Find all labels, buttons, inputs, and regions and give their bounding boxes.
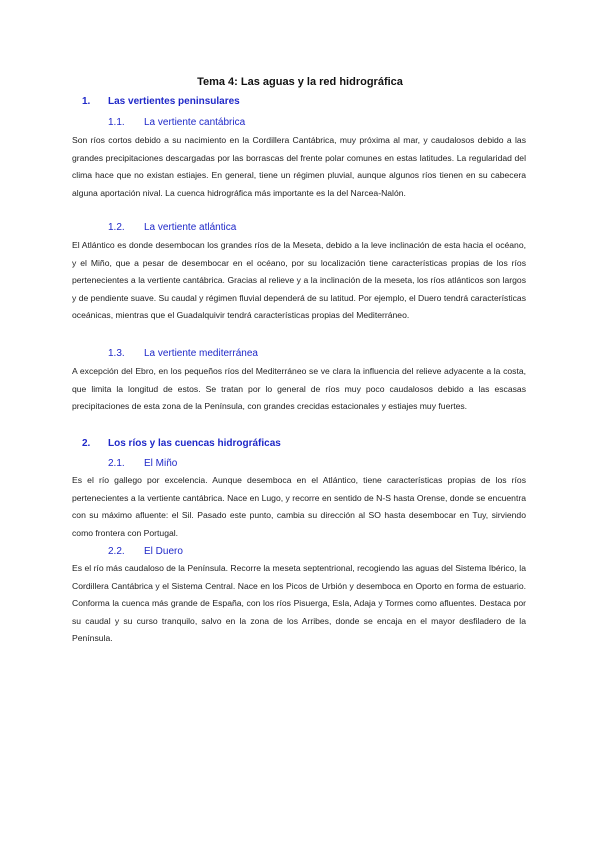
subsection-title: La vertiente atlántica bbox=[144, 222, 237, 233]
subsection-number: 1.3. bbox=[108, 348, 125, 359]
section-heading-1 bbox=[82, 96, 240, 107]
section-title: Las vertientes peninsulares bbox=[108, 96, 240, 107]
subsection-heading-2-1 bbox=[108, 458, 177, 469]
subsection-title: La vertiente mediterránea bbox=[144, 348, 258, 359]
paragraph-vertiente-cantabrica: Son ríos cortos debido a su nacimiento en la Cordillera Cantábrica, muy próxima al mar, y caudalosos debido a las grandes precipitaciones descargadas por las borrascas del frente polar comunes en estas latitudes. La regularidad del clima hace que no existan estiajes. En general, tiene un régimen pluvial, aunque algunos ríos tienen en su cabecera alguna aportación nival. La cuenca hidrográfica más importante es la del Narcea-Nalón. bbox=[72, 135, 526, 198]
subsection-heading-1-3 bbox=[108, 348, 258, 359]
paragraph-el-duero: Es el río más caudaloso de la Península. Recorre la meseta septentrional, recogiendo las aguas del Sistema Ibérico, la Cordillera Cantábrica y el Sistema Central. Nace en los Picos de Urbión y desemboca en Oporto en forma de estuario. Conforma la cuenca más grande de España, con los ríos Pisuerga, Esla, Adaja y Tormes como afluentes. Destaca por su caudal y su curso tranquilo, salvo en la zona de los Arribes, donde se encaja en el mayor desfiladero de la Península. bbox=[72, 563, 526, 644]
subsection-title: La vertiente cantábrica bbox=[144, 117, 246, 128]
subsection-number: 2.2. bbox=[108, 546, 125, 557]
paragraph-vertiente-atlantica: El Atlántico es donde desembocan los grandes ríos de la Meseta, debido a la leve inclinación de esta hacia el océano, y el Miño, que a pesar de desembocar en el océano, por su localización tiene características propias de los ríos pertenecientes a la vertiente cantábrica. Gracias al relieve y a la inclinación de la meseta, los ríos atlánticos son largos y de pendiente suave. Su caudal y régimen fluvial dependerá de su latitud. Por ejemplo, el Duero tendrá características oceánicas, mientras que el Guadalquivir tendrá características propias del Mediterráneo. bbox=[72, 240, 526, 321]
subsection-number: 1.2. bbox=[108, 222, 125, 233]
section-number: 1. bbox=[82, 96, 91, 107]
paragraph-el-mino: Es el río gallego por excelencia. Aunque desemboca en el Atlántico, tiene características propias de los ríos pertenecientes a la vertiente cantábrica. Nace en Lugo, y recorre en sentido de N-S hasta Orense, donde se encuentra con su máximo afluente: el Sil. Pasado este punto, cambia su dirección al SO hasta desembocar en Tuy, sirviendo como frontera con Portugal. bbox=[72, 475, 526, 538]
section-title: Los ríos y las cuencas hidrográficas bbox=[108, 438, 281, 449]
section-number: 2. bbox=[82, 438, 91, 449]
subsection-heading-1-2 bbox=[108, 222, 236, 233]
section-heading-2 bbox=[82, 438, 281, 449]
subsection-title: El Duero bbox=[144, 546, 183, 557]
subsection-number: 2.1. bbox=[108, 458, 125, 469]
subsection-heading-1-1 bbox=[108, 117, 245, 128]
subsection-title: El Miño bbox=[144, 458, 178, 469]
subsection-heading-2-2 bbox=[108, 546, 183, 557]
subsection-number: 1.1. bbox=[108, 117, 125, 128]
document-title: Tema 4: Las aguas y la red hidrográfica bbox=[197, 76, 403, 88]
paragraph-vertiente-mediterranea: A excepción del Ebro, en los pequeños ríos del Mediterráneo se ve clara la influencia del relieve adyacente a la costa, que limita la longitud de estos. Se tratan por lo general de ríos muy poco caudalosos debido a las escasas precipitaciones de esta zona de la Península, con grandes crecidas estacionales y estiajes muy fuertes. bbox=[72, 366, 526, 412]
